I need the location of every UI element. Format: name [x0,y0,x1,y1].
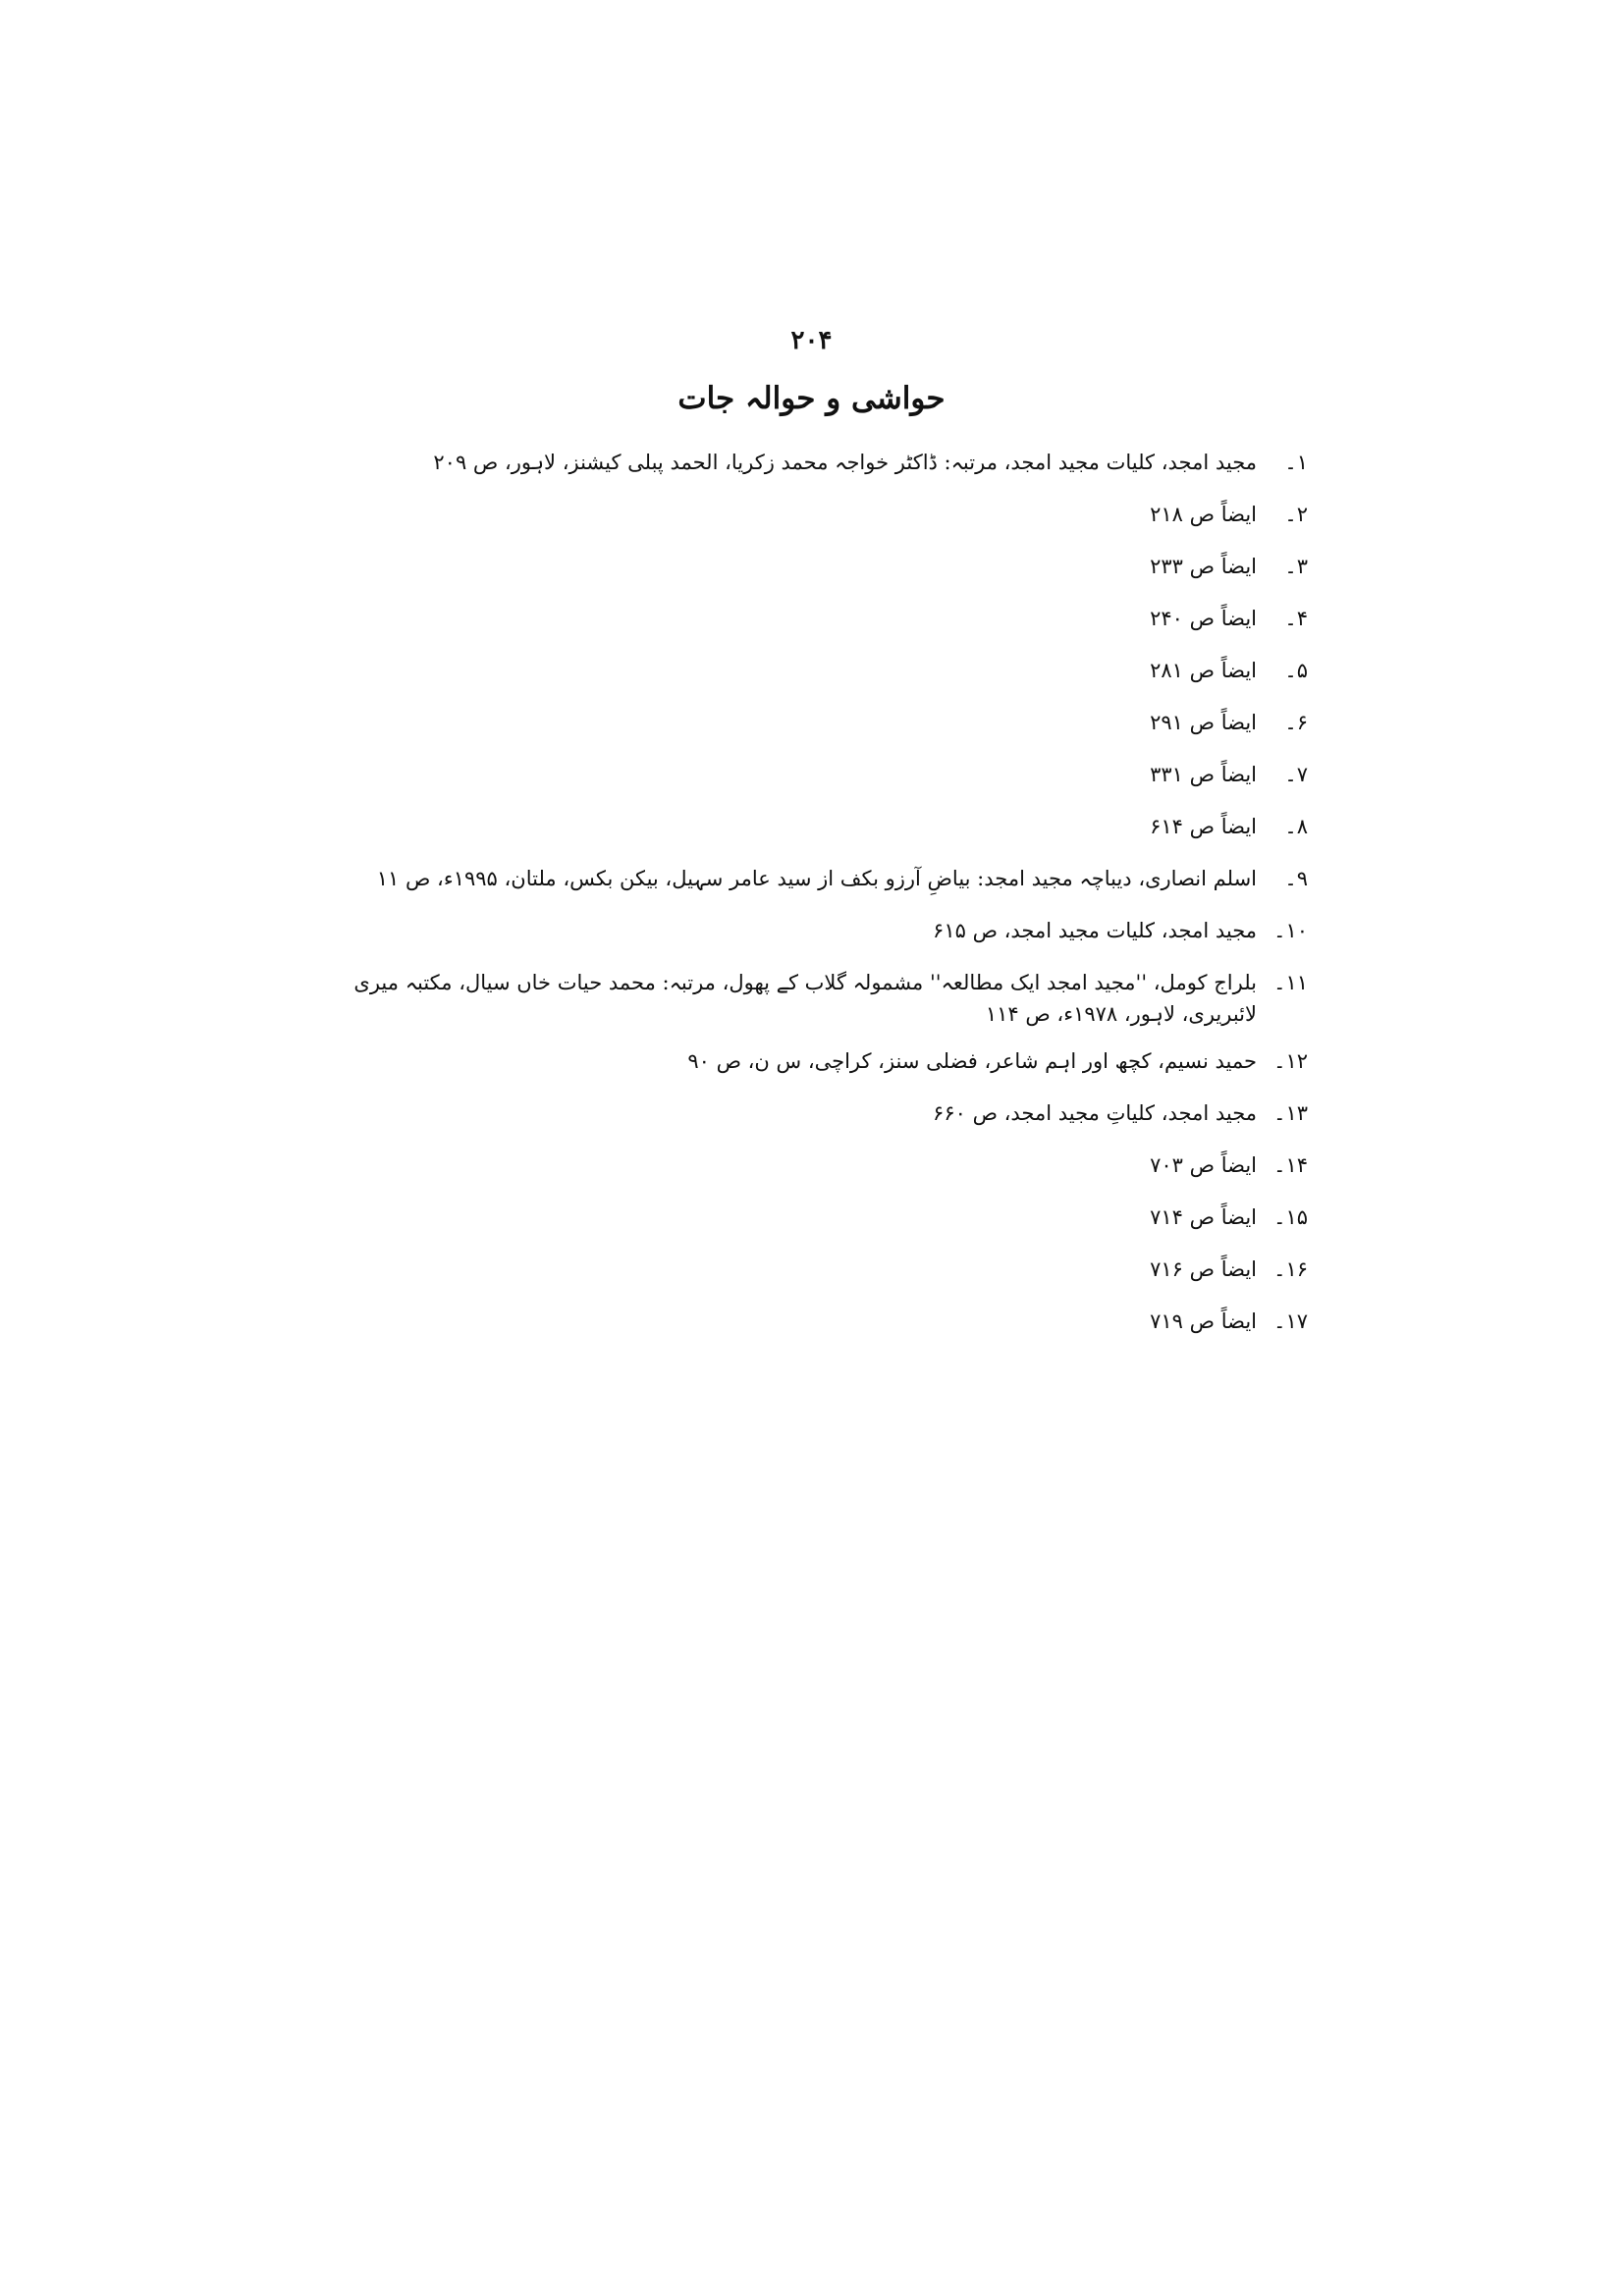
note-number: ۱۱۔ [1273,971,1308,994]
note-number: ۸۔ [1284,815,1308,838]
note-text: ایضاً ص ۲۸۱ [1150,659,1257,682]
note-item [316,1306,1308,1337]
note-number: ۱۳۔ [1273,1101,1308,1125]
note-item [316,499,1308,530]
note-item [316,603,1308,634]
note-item [316,1201,1308,1233]
note-number: ۱۲۔ [1273,1049,1308,1073]
note-number: ۱۰۔ [1273,919,1308,942]
note-text: ایضاً ص ۳۳۱ [1150,763,1257,786]
page-number: ۲۰۴ [790,326,833,355]
note-text: ایضاً ص ۲۴۰ [1150,607,1257,630]
note-text: حمید نسیم، کچھ اور اہم شاعر، فضلی سنز، کراچی، س ن، ص ۹۰ [687,1049,1257,1073]
note-item [316,447,1308,478]
note-number: ۹۔ [1284,867,1308,890]
note-item [316,655,1308,686]
note-text: ایضاً ص ۲۹۱ [1150,711,1257,734]
note-number: ۷۔ [1284,763,1308,786]
page-title: حواشی و حوالہ جات [677,381,946,416]
note-text: ایضاً ص ۲۳۳ [1150,555,1257,578]
note-text: ایضاً ص ۷۱۹ [1150,1309,1257,1333]
note-item [316,551,1308,582]
note-text: ایضاً ص ۷۱۴ [1150,1205,1257,1229]
note-item [316,967,1308,1030]
note-number: ۱۔ [1284,451,1308,474]
note-text: مجید امجد، کلیات مجید امجد، مرتبہ: ڈاکٹر خواجہ محمد زکریا، الحمد پبلی کیشنز، لاہور، ص ۲۰۹ [433,451,1257,474]
note-item [316,1097,1308,1129]
note-number: ۲۔ [1284,503,1308,526]
note-item [316,707,1308,738]
note-text: مجید امجد، کلیاتِ مجید امجد، ص ۶۶۰ [933,1101,1257,1125]
notes-list [316,447,1308,1358]
note-number: ۱۵۔ [1273,1205,1308,1229]
note-number: ۱۴۔ [1273,1153,1308,1177]
note-text: بلراج کومل، ''مجید امجد ایک مطالعہ'' مشمولہ گلاب کے پھول، مرتبہ: محمد حیات خاں سیال، مکتبہ میری لائبریری، لاہور، ۱۹۷۸ء، ص ۱۱۴ [353,971,1257,1026]
note-item [316,811,1308,842]
note-number: ۶۔ [1284,711,1308,734]
note-item [316,1149,1308,1181]
note-item [316,915,1308,946]
note-text: ایضاً ص ۷۱۶ [1150,1257,1257,1281]
note-number: ۵۔ [1284,659,1308,682]
note-number: ۳۔ [1284,555,1308,578]
note-item [316,759,1308,790]
note-text: اسلم انصاری، دیباچہ مجید امجد: بیاضِ آرزو بکف از سید عامر سہیل، بیکن بکس، ملتان، ۱۹۹۵ء، ص ۱۱ [376,867,1257,890]
note-number: ۴۔ [1284,607,1308,630]
note-number: ۱۷۔ [1273,1309,1308,1333]
note-item [316,863,1308,894]
note-number: ۱۶۔ [1273,1257,1308,1281]
note-text: ایضاً ص ۶۱۴ [1150,815,1257,838]
note-item [316,1045,1308,1077]
note-text: ایضاً ص ۷۰۳ [1150,1153,1257,1177]
note-text: ایضاً ص ۲۱۸ [1150,503,1257,526]
note-item [316,1254,1308,1285]
note-text: مجید امجد، کلیات مجید امجد، ص ۶۱۵ [933,919,1257,942]
